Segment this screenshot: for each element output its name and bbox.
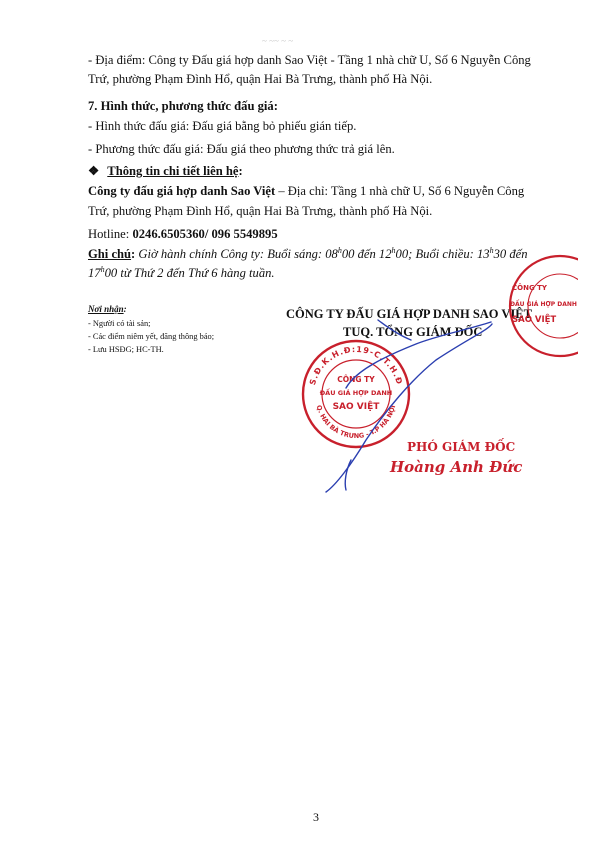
note-line-1	[88, 246, 528, 262]
hotline-label: Hotline:	[88, 227, 133, 241]
recipient-item: - Người có tài sản;	[88, 319, 151, 328]
signature-company: CÔNG TY ĐẤU GIÁ HỢP DANH SAO VIỆT	[286, 307, 532, 321]
section-7-title: 7. Hình thức, phương thức đấu giá:	[88, 99, 278, 113]
company-address-line-1	[88, 183, 524, 199]
note-sup: h	[391, 245, 396, 255]
top-mark: ~ ~~ ~ ~	[262, 36, 294, 46]
note-text-3: 00; Buổi chiều: 13	[395, 247, 490, 261]
auction-form: - Hình thức đấu giá: Đấu giá bằng bỏ phiếu gián tiếp.	[88, 119, 357, 133]
contact-title: Thông tin chi tiết liên hệ	[107, 164, 239, 178]
page-number: 3	[313, 810, 319, 824]
partial-stamp-line-1: CÔNG TY	[512, 284, 547, 292]
hotline	[88, 226, 278, 242]
stamp-bottom-text: Q. HAI BÀ TRƯNG - T.P HÀ NỘI	[314, 404, 398, 441]
signer-name: Hoàng Anh Đức	[390, 458, 523, 476]
stamp-line-3: SAO VIỆT	[332, 402, 380, 412]
diamond-bullet-icon: ❖	[88, 164, 100, 178]
company-name: Công ty đấu giá hợp danh Sao Việt	[88, 184, 276, 198]
note-text-1: Giờ hành chính Công ty: Buổi sáng: 08	[135, 247, 338, 261]
auction-method: - Phương thức đấu giá: Đấu giá theo phương thức trả giá lên.	[88, 142, 395, 156]
partial-stamp-line-2: ĐẤU GIÁ HỢP DANH	[510, 301, 577, 308]
recipients-title-text: Nơi nhận	[88, 304, 124, 314]
note-sup: h	[337, 245, 342, 255]
note-sup: h	[489, 245, 494, 255]
stamp-line-2: ĐẤU GIÁ HỢP DANH	[319, 389, 393, 397]
signer-title: PHÓ GIÁM ĐỐC	[407, 440, 516, 454]
stamp-ring-text: S.Đ.K.H.Đ:19-C.T.H.Đ	[308, 344, 405, 387]
hotline-value: 0246.6505360/ 096 5549895	[132, 227, 278, 241]
location-line-2: Trứ, phường Phạm Đình Hổ, quận Hai Bà Trưng, thành phố Hà Nội.	[88, 72, 433, 86]
note-text-2: 00 đến 12	[341, 247, 392, 261]
company-address-text: – Địa chỉ: Tầng 1 nhà chữ U, Số 6 Nguyễn Công	[275, 184, 525, 198]
location-line-1: - Địa điểm: Công ty Đấu giá hợp danh Sao Việt - Tầng 1 nhà chữ U, Số 6 Nguyễn Công	[88, 53, 531, 67]
signature-on-behalf: TUQ. TỔNG GIÁM ĐỐC	[343, 325, 483, 339]
recipients-title	[88, 303, 127, 315]
company-address-line-2: Trứ, phường Phạm Đình Hổ, quận Hai Bà Trưng, thành phố Hà Nội.	[88, 204, 433, 218]
recipients-title-colon: :	[123, 304, 127, 314]
note-line-2	[88, 265, 275, 281]
recipient-item: - Lưu HSĐG; HC-TH.	[88, 345, 164, 354]
recipient-item: - Các điểm niêm yết, đăng thông báo;	[88, 332, 215, 341]
note-sup: h	[100, 264, 105, 274]
note-label: Ghi chú	[88, 247, 132, 261]
note-text-6: 00 từ Thứ 2 đến Thứ 6 hàng tuần.	[104, 266, 275, 280]
partial-stamp	[508, 254, 578, 358]
partial-stamp-line-3: SAO VIỆT	[512, 315, 557, 325]
contact-heading	[88, 163, 243, 179]
note-colon: :	[131, 247, 136, 261]
contact-colon: :	[238, 164, 243, 178]
note-text-4: 30 đến	[493, 247, 528, 261]
stamp-line-1: CÔNG TY	[337, 375, 375, 384]
note-text-5: 17	[88, 266, 101, 280]
